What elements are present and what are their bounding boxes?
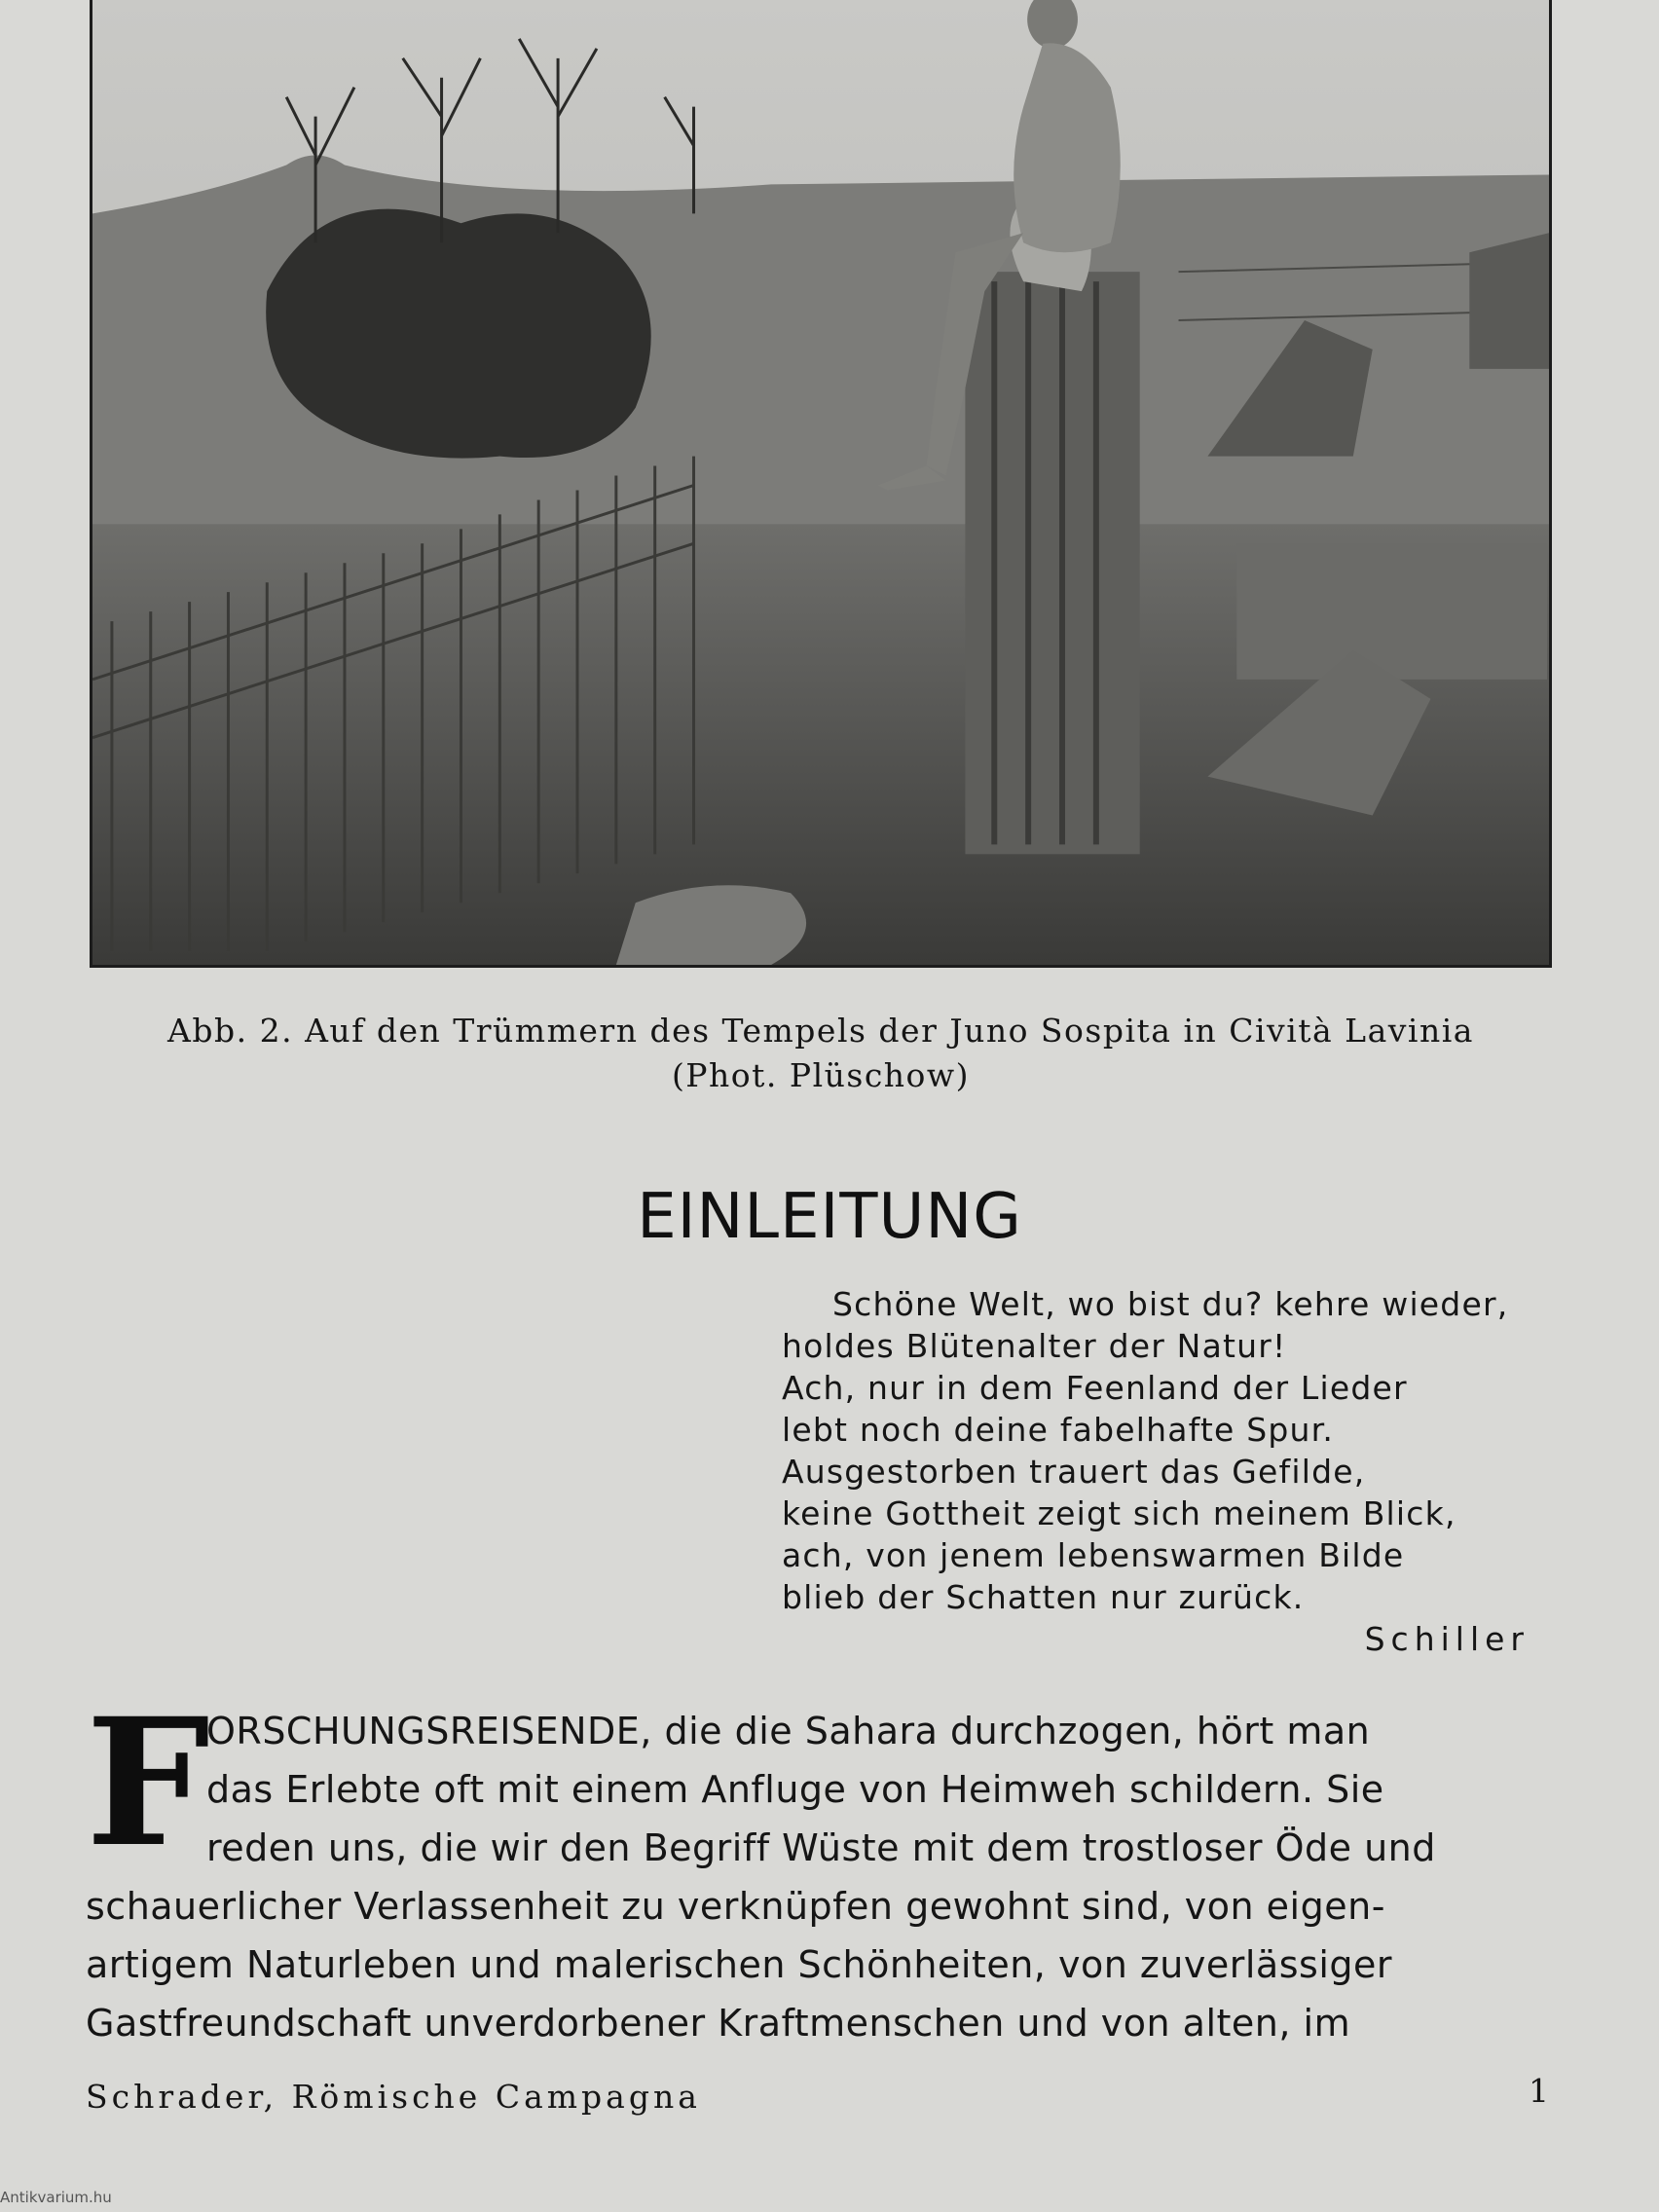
drop-cap-letter: F — [86, 1680, 210, 1886]
running-footer-title: Schrader, Römische Campagna — [86, 2078, 701, 2116]
poem-line: lebt noch deine fabelhafte Spur. — [782, 1411, 1335, 1449]
body-line: ORSCHUNGSREISENDE, die die Sahara durchzogen, hört man — [206, 1710, 1371, 1752]
poem-author: Schiller — [1364, 1620, 1530, 1658]
poem-line: Ach, nur in dem Feenland der Lieder — [782, 1369, 1408, 1407]
caption-line-2: (Phot. Plüschow) — [671, 1056, 971, 1094]
photo-illustration — [92, 0, 1549, 965]
poem-line: Ausgestorben trauert das Gefilde, — [782, 1453, 1366, 1491]
watermark: Antikvarium.hu — [0, 2189, 112, 2206]
body-line: reden uns, die wir den Begriff Wüste mit dem trostloser Öde und — [206, 1826, 1436, 1869]
figure-caption — [90, 1009, 1552, 1098]
body-paragraph — [86, 1680, 1554, 2052]
poem-line: blieb der Schatten nur zurück. — [782, 1578, 1305, 1616]
body-line: artigem Naturleben und malerischen Schönheiten, von zuverlässiger — [86, 1943, 1392, 1986]
page-number: 1 — [1529, 2072, 1549, 2110]
poem-line: Schöne Welt, wo bist du? kehre wieder, — [832, 1285, 1509, 1323]
epigraph-poem — [782, 1283, 1561, 1660]
poem-line: ach, von jenem lebenswarmen Bilde — [782, 1536, 1405, 1574]
body-line: das Erlebte oft mit einem Anfluge von Heimweh schildern. Sie — [206, 1768, 1384, 1811]
chapter-title: EINLEITUNG — [637, 1181, 1022, 1253]
body-line: schauerlicher Verlassenheit zu verknüpfen gewohnt sind, von eigen- — [86, 1885, 1385, 1928]
poem-line: holdes Blütenalter der Natur! — [782, 1327, 1287, 1365]
photograph-juno-temple-ruins — [90, 0, 1552, 968]
poem-line: keine Gottheit zeigt sich meinem Blick, — [782, 1494, 1456, 1532]
body-line: Gastfreundschaft unverdorbener Kraftmenschen und von alten, im — [86, 2002, 1351, 2045]
caption-line-1: Abb. 2. Auf den Trümmern des Tempels der Juno Sospita in Cività Lavinia — [167, 1012, 1474, 1050]
